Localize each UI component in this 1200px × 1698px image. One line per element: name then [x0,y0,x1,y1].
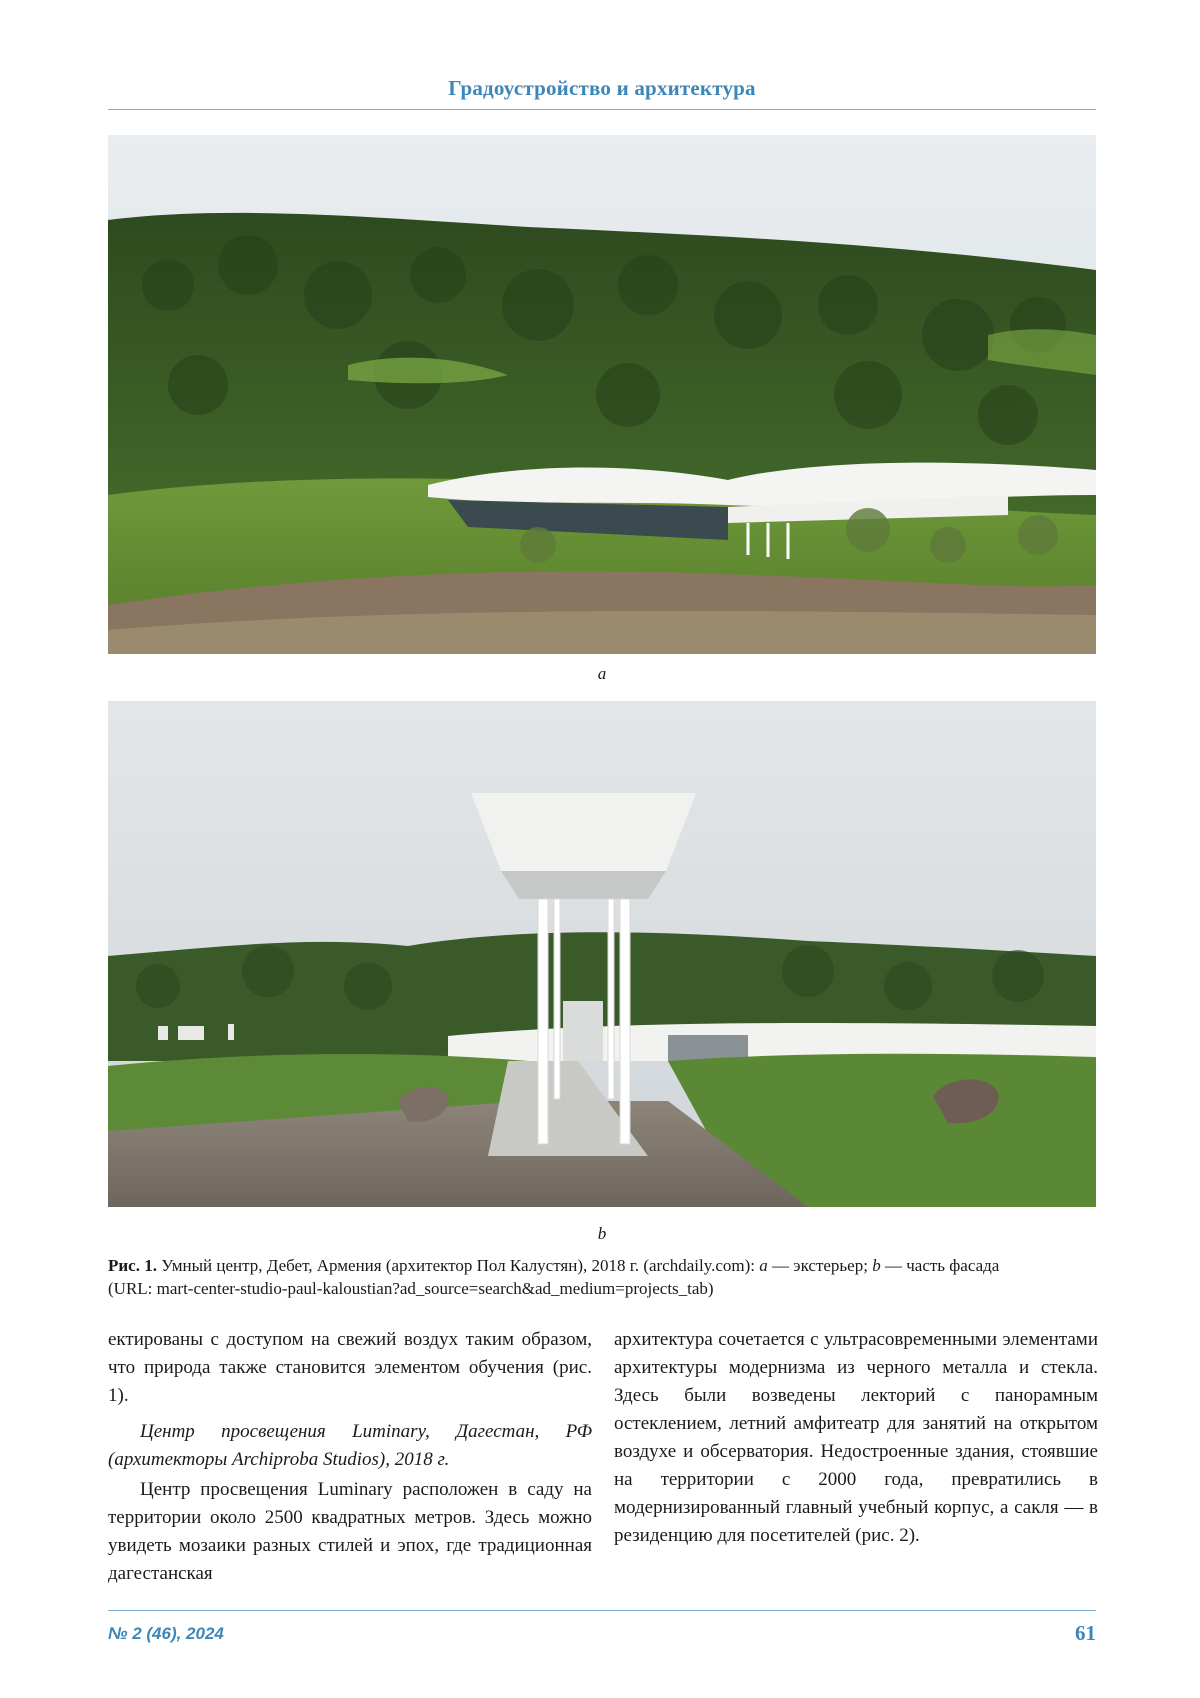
caption-letter-a: a [759,1256,768,1275]
exterior-photo-illustration [108,135,1096,654]
caption-label: Рис. 1. [108,1256,157,1275]
caption-letter-b: b [872,1256,881,1275]
figure-1a-photo [108,135,1096,654]
section-heading: Центр просвещения Luminary, Дагестан, РФ (архитекторы Archiproba Studios), 2018 г. [108,1421,592,1470]
body-column-right [614,1326,1098,1550]
body-paragraph: ектированы с доступом на свежий воздух таким образом, что природа также становится элементом обучения (рис. 1). [108,1329,592,1406]
figure-1b-photo [108,701,1096,1207]
body-column-left [108,1326,592,1588]
figure-caption [108,1254,1098,1300]
footer-rule [108,1610,1096,1611]
caption-url: (URL: mart-center-studio-paul-kaloustian?ad_source=search&ad_medium=projects_tab) [108,1279,714,1298]
caption-desc-b: — часть фасада [884,1256,1000,1275]
caption-desc-a: — экстерьер; [772,1256,868,1275]
running-title: Градоустройство и архитектура [448,76,756,100]
header-rule [108,109,1096,110]
body-paragraph: Центр просвещения Luminary расположен в саду на территории около 2500 квадратных метров. Здесь можно увидеть мозаики разных стилей и эпох, где традиционная дагестанская [108,1479,592,1584]
figure-1b-label: b [597,1224,607,1243]
facade-photo-illustration [108,701,1096,1207]
issue-number: № 2 (46), 2024 [108,1624,224,1643]
body-paragraph: архитектура сочетается с ультрасовременными элементами архитектуры модернизма из черного металла и стекла. Здесь были возведены лекторий с панорамным остеклением, летний амфитеатр для занятий на открытом воздухе и обсерватория. Недостроенные здания, стоявшие на территории с 2000 года, превратились в модернизированный главный учебный корпус, а сакля — в резиденцию для посетителей (рис. 2). [614,1329,1098,1546]
caption-text: Умный центр, Дебет, Армения (архитектор Пол Калустян), 2018 г. (archdaily.com): [161,1256,756,1275]
page-number: 61 [1075,1621,1096,1645]
figure-1a-label: a [597,664,607,683]
